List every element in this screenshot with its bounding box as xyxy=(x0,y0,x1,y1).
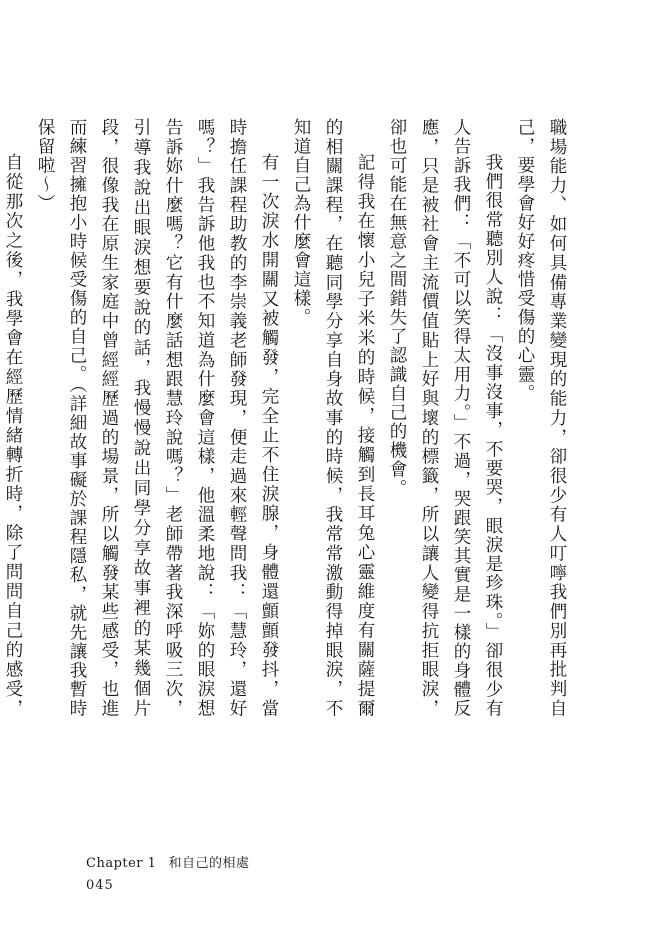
paragraph-1: 職場能力、如何具備專業變現的能力，卻很少有人叮嚀我們別再批判自己，要學會好好疼惜受傷的心靈。 xyxy=(515,118,567,718)
paragraph-4: 有一次淚水開關又被觸發，完全止不住淚腺，身體還顫顫發抖，當時擔任課程助教的李崇義老師發現，便走過來輕聲問我：「慧玲，還好嗎？」我告訴他我也不知道為什麼會這樣，他溫柔地說：「妳的眼淚想告訴妳什麼嗎？它有什麼話想跟慧玲說嗎？」老師帶著我深呼吸三次，引導我說出眼淚想要說的話，我慢慢說出同學分享故事裡的某幾個片段，很像我在原生家庭中曾經經歷過的場景，所以觸發某些感受，也進而練習擁抱小時候受傷的自己。（詳細故事礙於課程隱私，就先讓我暫時保留啦～） xyxy=(35,118,279,718)
chapter-title: 和自己的相處 xyxy=(168,856,250,871)
paragraph-3: 記得我在懷小兒子米米的時候，接觸到長耳兔心靈維度有關薩提爾的相關課程，在聽同學分享自身故事的時候，我常常激動得掉眼淚，不知道自己為什麼會這樣。 xyxy=(291,118,375,718)
paragraph-5: 自從那次之後，我學會在經歷情緒轉折時，除了問問自己的感受， xyxy=(3,153,23,718)
chapter-running-head xyxy=(86,852,249,871)
paragraph-2: 我們很常聽別人說：「沒事沒事，不要哭，眼淚是珍珠。」卻很少有人告訴我們：「不可以笑得太用力。」不過，哭跟笑其實是一樣的身體反應，只是被社會主流價值貼上好與壞的標籤，所以讓人變得抗拒眼淚，卻也可能在無意之間錯失了認識自己的機會。 xyxy=(387,118,503,718)
chapter-label: Chapter 1 xyxy=(86,856,157,871)
body-text xyxy=(3,118,573,718)
page-number: 045 xyxy=(86,878,114,893)
